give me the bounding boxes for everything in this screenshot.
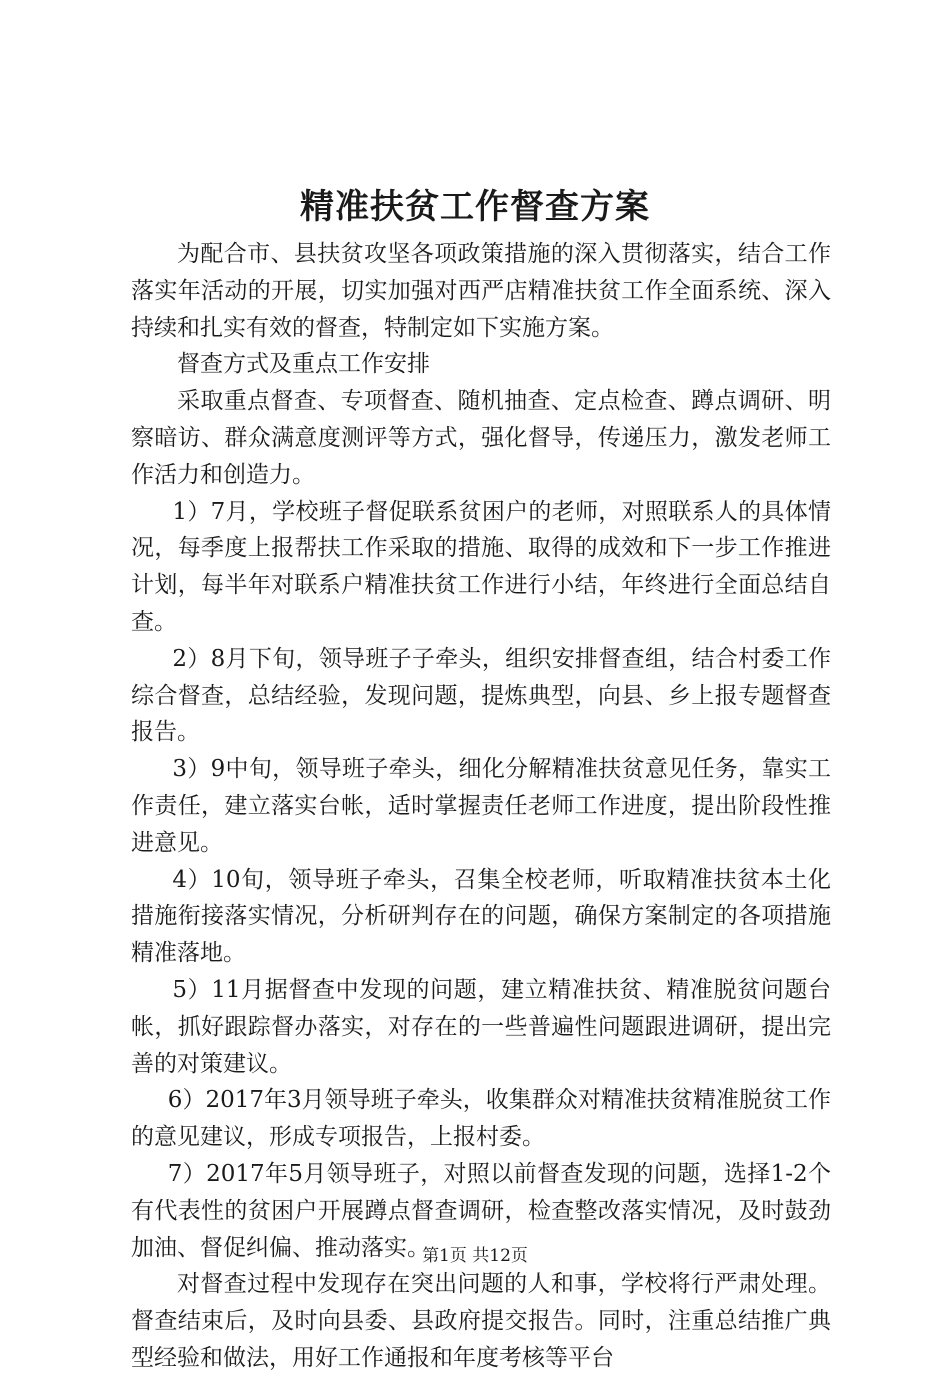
paragraph-item-5: 5）11月据督查中发现的问题，建立精准扶贫、精准脱贫问题台帐，抓好跟踪督办落实，对存在的一些普遍性问题跟进调研，提出完善的对策建议。 [131,976,831,1077]
paragraph-closing: 对督查过程中发现存在突出问题的人和事，学校将行严肃处理。督查结束后，及时向县委、县政府提交报告。同时，注重总结推广典型经验和做法，用好工作通报和年度考核等平台 [131,1271,831,1371]
paragraph-item-6: 6）2017年3月领导班子牵头，收集群众对精准扶贫精准脱贫工作的意见建议，形成专项报告，上报村委。 [131,1087,831,1151]
paragraph-item-4: 4）10旬，领导班子牵头，召集全校老师，听取精准扶贫本土化措施衔接落实情况，分析研判存在的问题，确保方案制定的各项措施精准落地。 [131,866,831,967]
paragraph-section-heading: 督查方式及重点工作安排 [177,351,430,378]
document-title: 精准扶贫工作督查方案 [300,187,650,227]
paragraph-methods: 采取重点督查、专项督查、随机抽查、定点检查、蹲点调研、明察暗访、群众满意度测评等方式，强化督导，传递压力，激发老师工作活力和创造力。 [131,388,831,488]
document-body [131,236,831,1377]
paragraph-intro: 为配合市、县扶贫攻坚各项政策措施的深入贯彻落实，结合工作落实年活动的开展，切实加强对西严店精准扶贫工作全面系统、深入持续和扎实有效的督查，特制定如下实施方案。 [131,241,831,341]
paragraph-item-7: 7）2017年5月领导班子，对照以前督查发现的问题，选择1-2个有代表性的贫困户开展蹲点督查调研，检查整改落实情况，及时鼓劲加油、督促纠偏、推动落实。 [131,1160,831,1261]
paragraph-item-3: 3）9中旬，领导班子牵头，细化分解精准扶贫意见任务，靠实工作责任，建立落实台帐，适时掌握责任老师工作进度，提出阶段性推进意见。 [131,756,831,856]
paragraph-item-2: 2）8月下旬，领导班子子牵头，组织安排督查组，结合村委工作综合督查，总结经验，发现问题，提炼典型，向县、乡上报专题督查报告。 [131,645,831,746]
page-footer: 第1页 共12页 [422,1246,528,1266]
paragraph-item-1: 1）7月，学校班子督促联系贫困户的老师，对照联系人的具体情况，每季度上报帮扶工作采取的措施、取得的成效和下一步工作推进计划，每半年对联系户精准扶贫工作进行小结，年终进行全面总结自查。 [131,498,831,635]
